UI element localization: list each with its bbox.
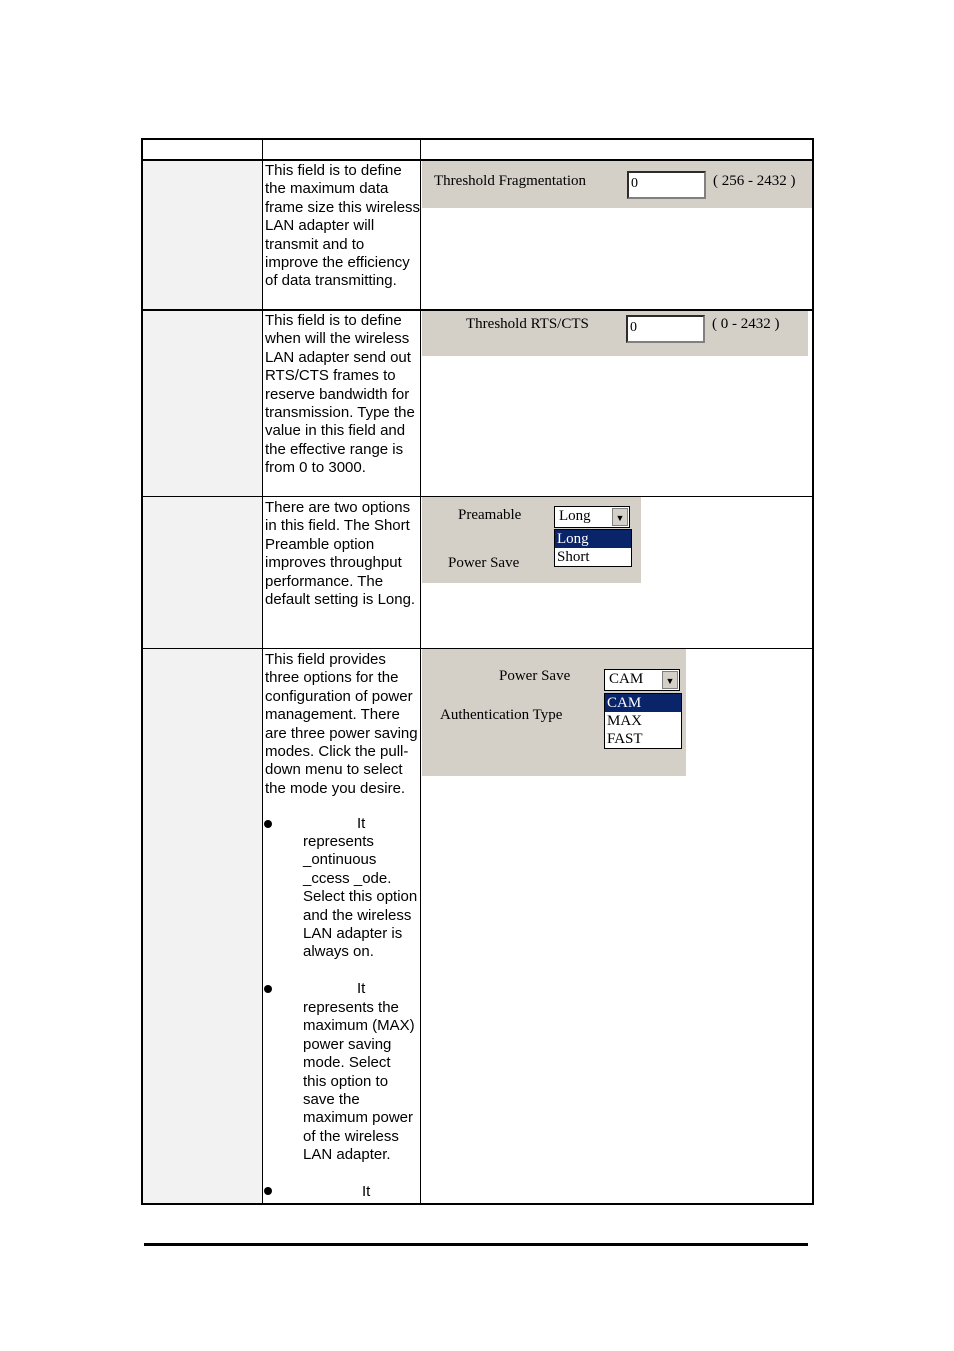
power-save-select[interactable]: CAM ▼ [604,669,680,691]
bullet-icon [264,985,272,993]
chevron-down-icon[interactable]: ▼ [662,671,678,689]
bullet-text: represents _ontinuous _ccess _ode. Select this option and the wireless LAN adapter is always on. [303,833,418,961]
preamble-select[interactable]: Long ▼ [554,506,630,528]
dropdown-option[interactable]: MAX [607,713,643,729]
item-column [143,160,262,1203]
footer-rule [144,1243,808,1246]
range-hint: ( 0 - 2432 ) [712,316,780,332]
threshold-input[interactable]: 0 [626,315,705,343]
field-label: Threshold RTS/CTS [466,316,589,332]
range-hint: ( 256 - 2432 ) [713,173,796,189]
row-description: This field is to define the maximum data frame size this wireless LAN adapter will transmit and to improve the efficiency of data transmitting. [265,162,421,290]
preamble-dropdown[interactable] [554,529,632,567]
row-description: This field provides three options for the configuration of power management. There are three power saving modes. Click the pull-down menu to select the mode you desire. [265,651,418,797]
bullet-lead: It [357,980,366,997]
authentication-type-label: Authentication Type [440,707,563,723]
fragmentation-screenshot [422,161,812,208]
power-save-screenshot [422,649,686,776]
power-save-label: Power Save [448,555,520,571]
preamble-label: Preamable [458,507,522,523]
bullet-text: represents the maximum (MAX) power saving mode. Select this option to save the maximum power of the wireless LAN adapter. [303,999,415,1164]
dropdown-option[interactable]: Long [555,530,631,548]
settings-table [141,138,814,1205]
preamble-screenshot [422,497,641,583]
row-description: There are two options in this field. The Short Preamble option improves throughput performance. The default setting is Long. [265,499,416,609]
row-description: This field is to define when will the wireless LAN adapter send out RTS/CTS frames to reserve bandwidth for transmission. Type the value in this field and the effective range is from 0 to 3000. [265,312,415,477]
bullet-icon [264,1187,272,1195]
rts-cts-screenshot [422,311,808,356]
chevron-down-icon[interactable]: ▼ [612,508,628,526]
threshold-input[interactable]: 0 [627,171,706,199]
power-save-dropdown[interactable] [604,693,682,749]
power-save-label: Power Save [499,668,571,684]
dropdown-option[interactable]: FAST [607,731,643,747]
dropdown-option[interactable]: CAM [605,694,681,712]
field-label: Threshold Fragmentation [434,173,587,189]
bullet-lead: It [362,1183,371,1200]
bullet-lead: It [357,815,366,832]
dropdown-option[interactable]: Short [557,549,590,565]
column-divider [262,140,263,1203]
bullet-icon [264,820,272,828]
